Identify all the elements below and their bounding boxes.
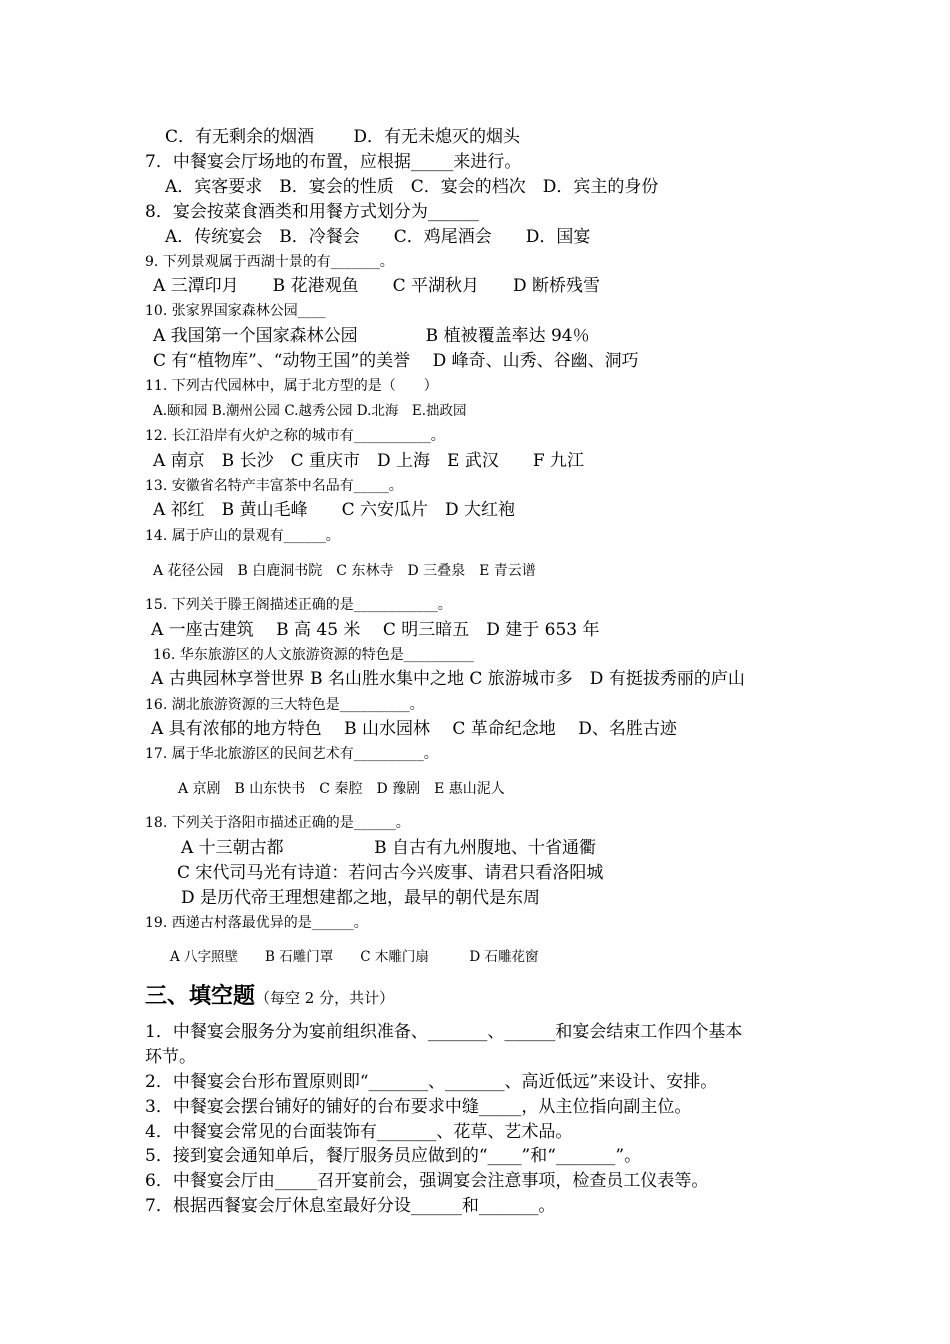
line-14: A 南京 B 长沙 C 重庆市 D 上海 E 武汉 F 九江 [153,451,585,471]
section-title: 三、填空题 [145,983,256,1009]
fill-item-3: 3．中餐宴会摆台铺好的铺好的台布要求中缝_____，从主位指向副主位。 [145,1097,692,1117]
fill-item-1-cont: 环节。 [145,1047,196,1067]
line-27: 18. 下列关于洛阳市描述正确的是______。 [145,815,410,831]
line-21: 16. 华东旅游区的人文旅游资源的特色是__________ [153,647,474,663]
fill-item-5: 5．接到宴会通知单后，餐厅服务员应做到的“____”和“_______”。 [145,1146,642,1166]
line-23: 16. 湖北旅游资源的三大特色是__________。 [145,697,424,713]
line-22: A 古典园林享誉世界 B 名山胜水集中之地 C 旅游城市多 D 有挺拔秀丽的庐山 [151,669,745,689]
line-28: A 十三朝古都 B 自古有九州腹地、十省通衢 [181,838,596,858]
line-4: 8．宴会按菜食酒类和用餐方式划分为______ [145,202,479,222]
line-13: 12. 长江沿岸有火炉之称的城市有___________。 [145,428,445,444]
line-17: 14. 属于庐山的景观有______。 [145,528,340,544]
line-20: A 一座古建筑 B 高 45 米 C 明三暗五 D 建于 653 年 [151,620,600,640]
line-32: A 八字照壁 B 石雕门罩 C 木雕门扇 D 石雕花窗 [170,949,539,965]
line-12: A.颐和园 B.潮州公园 C.越秀公园 D.北海 E.拙政园 [153,403,467,419]
line-6: 9. 下列景观属于西湖十景的有_______。 [145,254,394,270]
line-11: 11. 下列古代园林中，属于北方型的是（ ） [145,378,438,394]
section-heading [145,982,394,1012]
line-1: C．有无剩余的烟酒 D．有无未熄灭的烟头 [165,127,521,147]
line-2: 7．中餐宴会厅场地的布置，应根据_____来进行。 [145,152,522,172]
line-8: 10. 张家界国家森林公园____ [145,303,326,319]
line-7: A 三潭印月 B 花港观鱼 C 平湖秋月 D 断桥残雪 [153,276,601,296]
line-26: A 京剧 B 山东快书 C 秦腔 D 豫剧 E 惠山泥人 [178,781,505,797]
fill-item-6: 6．中餐宴会厅由_____召开宴前会，强调宴会注意事项，检查员工仪表等。 [145,1171,709,1191]
line-25: 17. 属于华北旅游区的民间艺术有__________。 [145,746,438,762]
line-31: 19. 西递古村落最优异的是______。 [145,915,368,931]
line-3: A．宾客要求 B．宴会的性质 C．宴会的档次 D．宾主的身份 [165,177,659,197]
line-15: 13. 安徽省名特产丰富茶中名品有_____。 [145,478,403,494]
fill-item-7: 7．根据西餐宴会厅休息室最好分设______和_______。 [145,1196,556,1216]
line-5: A．传统宴会 B．冷餐会 C．鸡尾酒会 D．国宴 [165,227,591,247]
line-10: C 有“植物库”、“动物王国”的美誉 D 峰奇、山秀、谷幽、洞巧 [153,351,639,371]
fill-item-4: 4．中餐宴会常见的台面装饰有_______、花草、艺术品。 [145,1122,573,1142]
line-29: C 宋代司马光有诗道：若问古今兴废事、请君只看洛阳城 [177,863,604,883]
line-9: A 我国第一个国家森林公园 B 植被覆盖率达 94％ [153,326,590,346]
line-18: A 花径公园 B 白鹿洞书院 C 东林寺 D 三叠泉 E 青云谱 [153,563,536,579]
fill-item-2: 2．中餐宴会台形布置原则即“_______、_______、高近低远”来设计、安排。 [145,1072,718,1092]
fill-item-1: 1．中餐宴会服务分为宴前组织准备、_______、______和宴会结束工作四个基本 [145,1022,743,1042]
section-note: （每空 2 分，共计） [255,989,395,1007]
line-30: D 是历代帝王理想建都之地，最早的朝代是东周 [181,888,541,908]
line-16: A 祁红 B 黄山毛峰 C 六安瓜片 D 大红袍 [153,500,516,520]
line-24: A 具有浓郁的地方特色 B 山水园林 C 革命纪念地 D、名胜古迹 [151,719,677,739]
line-19: 15. 下列关于滕王阁描述正确的是____________。 [145,597,452,613]
